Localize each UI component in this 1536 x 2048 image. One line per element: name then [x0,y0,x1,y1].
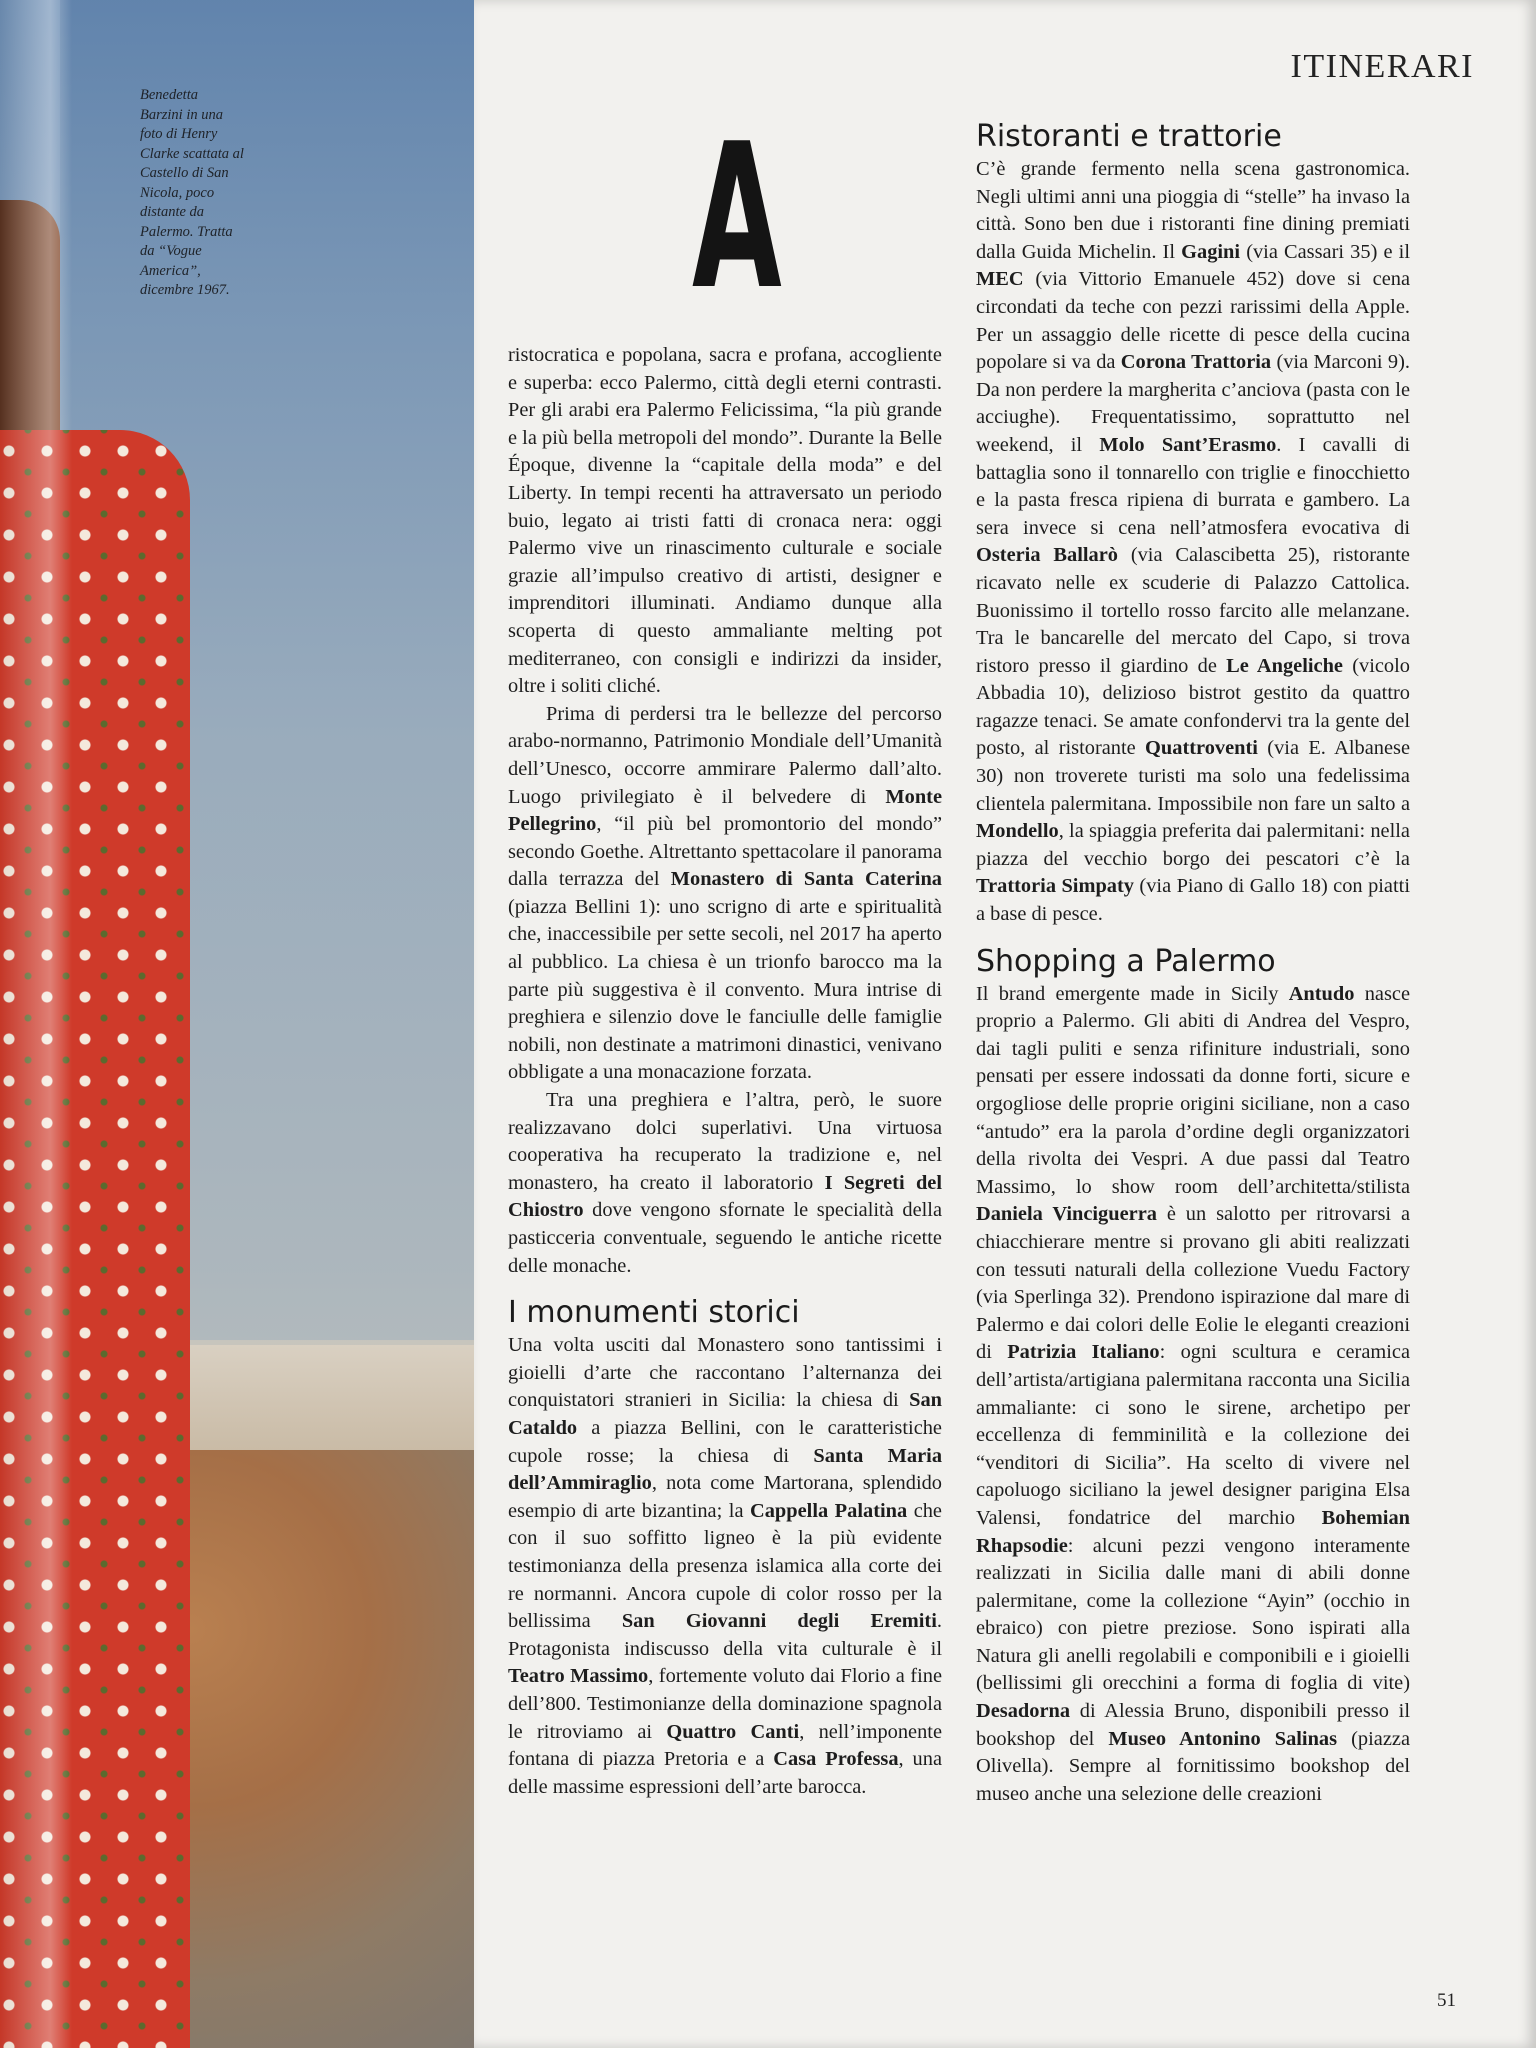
paragraph-segreti-chiostro [508,1087,942,1280]
text-run: Il brand emergente made in Sicily [976,982,1289,1005]
paragraph-monastero [508,701,942,1087]
bold-place-name: Trattoria Simpaty [976,875,1134,898]
paragraph-shopping [976,981,1410,1809]
bold-place-name: San Giovanni degli Eremiti [621,1610,937,1633]
text-run: , una delle massime espressioni dell’arte barocca. [508,1748,942,1798]
heading-shopping-palermo: Shopping a Palermo [976,943,1276,979]
text-run: , la spiaggia preferita dai palermitani: nella piazza del vecchio borgo dei pescatori c’è la [976,820,1410,870]
bold-place-name: Desadorna [976,1700,1071,1723]
left-column [508,342,942,1801]
bold-place-name: I Segreti del Chiostro [508,1171,943,1222]
drop-cap: A [692,101,782,334]
text-run: (via Vittorio Emanuele 452) dove si cena circondati da teche con pezzi rarissimi della Apple. Per un assaggio delle ricette di pesce della cucina popolare si va da [976,268,1410,374]
text-run: , fortemente voluto dai Florio a fine dell’800. Testimonianze della dominazione spagnola le ritroviamo ai [508,1665,942,1743]
text-run: è un salotto per ritrovarsi a chiacchierare mentre si provano gli abiti realizzati con tessuti naturali della collezione Vuedu Factory (via Sperlinga 32). Prendono ispirazione dal mare di Palermo e dai colori delle Eolie le eleganti creazioni di [976,1203,1411,1364]
text-run: (via Cassari 35) e il [1240,240,1410,263]
bold-place-name: Cappella Palatina [750,1499,908,1522]
paragraph-intro [508,342,942,701]
bold-place-name: Gagini [1181,240,1241,263]
text-run: C’è grande fermento nella scena gastronomica. Negli ultimi anni una pioggia di “stelle” ha invaso la città. Sono ben due i ristoranti fine dining premiati dalla Guida Michelin. Il [976,158,1410,263]
photo-caption: Benedetta Barzini in una foto di Henry Clarke scattata al Castello di San Nicola, poco distante da Palermo. Tratta da “Vogue America”, dicembre 1967. [140,87,244,298]
text-run: Tra una preghiera e l’altra, però, le suore realizzavano dolci superlativi. Una virtuosa cooperativa ha recuperato la tradizione e, nel monastero, ha creato il laboratorio [508,1089,942,1194]
text-run: (via Calascibetta 25), ristorante ricavato nelle ex scuderie di Palazzo Cattolica. Buonissimo il tortello rosso farcito alle melanzane. Tra le bancarelle del mercato del Capo, si trova ristoro presso il giardino de [976,544,1410,677]
section-tag: ITINERARI [1290,48,1474,85]
bold-place-name: Santa Maria dell’Ammiraglio [508,1444,943,1495]
text-run: (piazza Olivella). Sempre al fornitissimo bookshop del museo anche una selezione delle creazioni [976,1727,1410,1805]
bold-place-name: Teatro Massimo [508,1665,649,1688]
bold-place-name: Casa Professa [773,1748,899,1771]
photo-palermo [0,0,478,2048]
bold-place-name: Quattro Canti [666,1720,800,1743]
bold-place-name: Monte Pellegrino [508,785,942,836]
bold-place-name: Le Angeliche [1226,654,1343,677]
page-number: 51 [1437,1990,1456,2011]
text-run: nasce proprio a Palermo. Gli abiti di Andrea del Vespro, dai tagli puliti e senza rifiniture industriali, sono pensati per essere indossati da donne forti, sicure e orgogliose delle proprie origini siciliane, non a caso “antudo” era la parola d’ordine degli organizzatori della rivolta dei Vespri. A due passi dal Teatro Massimo, lo show room dell’architetta/stilista [976,982,1410,1198]
text-run: di Alessia Bruno, disponibili presso il bookshop del [976,1700,1410,1750]
bold-place-name: Molo Sant’Erasmo [1099,433,1277,456]
bold-place-name: Bohemian Rhapsodie [976,1506,1410,1557]
article-page [474,0,1536,2048]
text-run: (piazza Bellini 1): uno scrigno di arte e spiritualità che, inaccessibile per sette secoli, nel 2017 ha aperto al pubblico. La chiesa è un trionfo barocco ma la parte più suggestiva è il convento. Mura intrise di preghiera e silenzio dove le fanciulle delle famiglie nobili, non destinate a matrimoni dinastici, venivano obbligate a una monacazione forzata. [508,895,942,1084]
bold-place-name: Quattroventi [1145,737,1258,760]
text-run: a piazza Bellini, con le caratteristiche cupole rosse; la chiesa di [508,1416,942,1467]
text-run: : ogni scultura e ceramica dell’artista/artigiana palermitana racconta una Sicilia ammaliante: ci sono le sirene, archetipo per eccellenza di femminilità e la collezione dei “venditori di Sicilia”. Ha scelto di vivere nel capoluogo siciliano la jewel designer parigina Elsa Valensi, fondatrice del marchio [976,1341,1410,1529]
text-run: , nell’imponente fontana di piazza Pretoria e a [508,1720,943,1771]
text-run: dove vengono sfornate le specialità della pasticceria conventuale, seguendo le antiche ricette delle monache. [508,1199,942,1277]
paragraph-monumenti [508,1332,942,1801]
bold-place-name: MEC [976,268,1024,291]
bold-place-name: Antudo [1288,982,1355,1005]
text-run: (via E. Albanese 30) non troverete turisti ma solo una fedelissima clientela palermitana. Impossibile non fare un salto a [976,737,1410,815]
bold-place-name: Patrizia Italiano [1007,1341,1160,1364]
text-run: che con il suo soffitto ligneo è la più evidente testimonianza della presenza islamica alla corte dei re normanni. Ancora cupole di color rosso per la bellissima [508,1499,942,1633]
text-run: : alcuni pezzi vengono interamente realizzati in Sicilia dalle mani di abili donne palermitane, come la collezione “Ayin” (occhio in ebraico) con pietre preziose. Sono ispirati alla Natura gli anelli regolabili e componibili e i gioielli (bellissimi gli orecchini a forma di foglia di vite) [976,1534,1410,1695]
text-run: (via Piano di Gallo 18) con piatti a base di pesce. [976,875,1410,926]
bold-place-name: Osteria Ballarò [976,544,1118,567]
bold-place-name: Monastero di Santa Caterina [670,868,942,891]
paragraph-ristoranti [976,156,1410,929]
text-run: Prima di perdersi tra le bellezze del percorso arabo-normanno, Patrimonio Mondiale dell’Umanità dell’Unesco, occorre ammirare Palermo dall’alto. Luogo privilegiato è il belvedere di [508,702,942,808]
right-column [976,118,1410,1808]
text-run: . Protagonista indiscusso della vita culturale è il [508,1610,943,1660]
bold-place-name: Mondello [976,820,1059,843]
text-run: , nota come Martorana, splendido esempio di arte bizantina; la [508,1472,942,1522]
bold-place-name: Daniela Vinciguerra [976,1203,1157,1226]
text-run: . I cavalli di battaglia sono il tonnarello con triglie e finocchietto e la pasta fresca ripiena di burrata e gambero. La sera invece si cena nell’atmosfera evocativa di [976,433,1410,539]
bold-place-name: Corona Trattoria [1120,351,1272,374]
text-run: ristocratica e popolana, sacra e profana, accogliente e superba: ecco Palermo, città degli eterni contrasti. Per gli arabi era Palermo Felicissima, “la più grande e la più bella metropoli del mondo”. Durante la Belle Époque, divenne la “capitale della moda” e del Liberty. In tempi recenti ha attraversato un periodo buio, legato ai tristi fatti di cronaca nera: oggi Palermo vive un rinascimento culturale e sociale grazie all’impulso creativo di artisti, designer e imprenditori illuminati. Andiamo dunque alla scoperta di questo ammaliante melting pot mediterraneo, con consigli e indirizzi da insider, oltre i soliti cliché. [508,344,942,698]
bold-place-name: Museo Antonino Salinas [1108,1727,1338,1750]
heading-ristoranti-trattorie: Ristoranti e trattorie [976,119,1282,154]
heading-monumenti-storici: I monumenti storici [508,1295,800,1331]
text-run: Una volta usciti dal Monastero sono tantissimi i gioielli d’arte che raccontano l’alternanza dei conquistatori stranieri in Sicilia: la chiesa di [508,1334,942,1412]
bold-place-name: San Cataldo [508,1389,942,1439]
text-run: (via Marconi 9). Da non perdere la margherita c’anciova (pasta con le acciughe). Frequentatissimo, soprattutto nel weekend, il [976,351,1410,456]
text-run: , “il più bel promontorio del mondo” secondo Goethe. Altrettanto spettacolare il panorama dalla terrazza del [508,813,942,891]
text-run: (vicolo Abbadia 10), delizioso bistrot gestito da quattro ragazze tenaci. Se amate confondervi tra la gente del posto, al ristorante [976,654,1410,760]
page-gutter-shadow [0,0,72,2048]
